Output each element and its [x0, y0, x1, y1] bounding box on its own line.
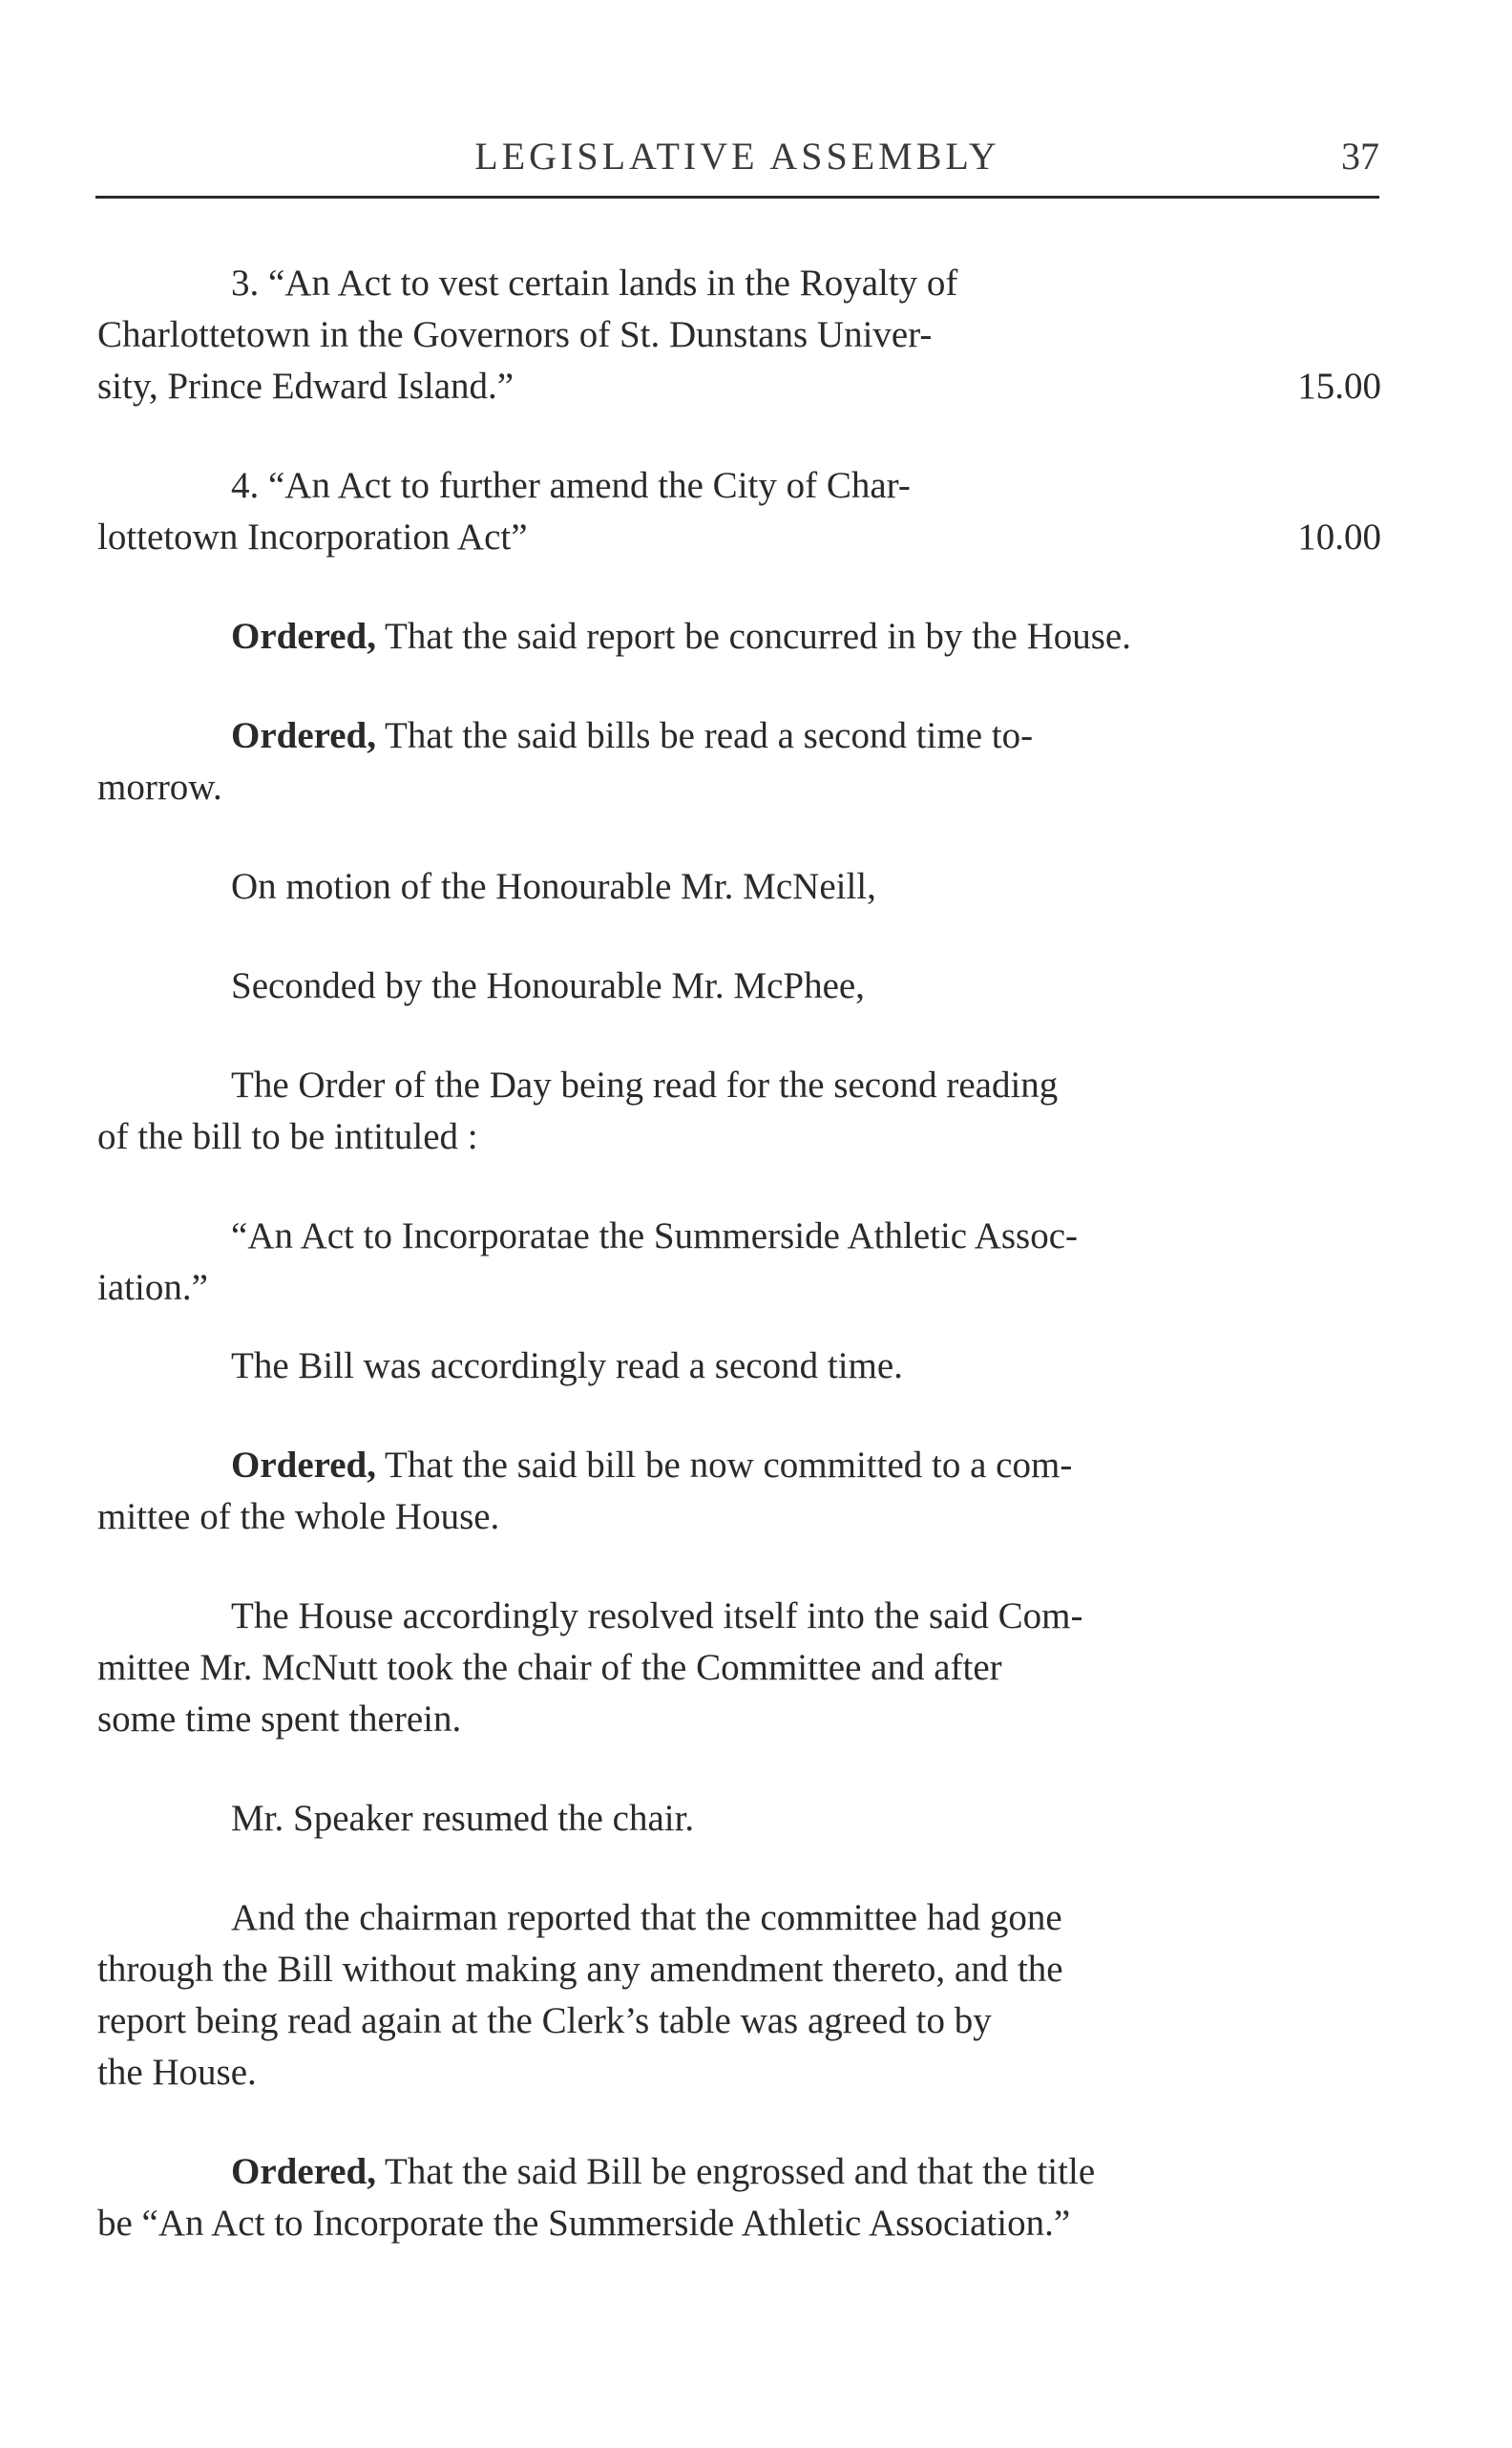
bill-item-3-line-1: 3. “An Act to vest certain lands in the Royalty of — [231, 263, 958, 304]
ordered-engrossed-text: That the said Bill be engrossed and that the title — [376, 2151, 1096, 2192]
ordered-bills-text: That the said bills be read a second time to- — [376, 715, 1034, 756]
chairman-line-2: through the Bill without making any amendment thereto, and the — [97, 1949, 1063, 1990]
ordered-label: Ordered, — [231, 1445, 377, 1486]
ordered-committed-line-1 — [97, 1440, 1381, 1491]
seconded-paragraph: Seconded by the Honourable Mr. McPhee, — [231, 965, 865, 1006]
bill-item-3 — [97, 258, 1381, 412]
page-number: 37 — [1341, 135, 1379, 178]
ordered-bills-line-1 — [97, 710, 1381, 762]
order-of-day-paragraph — [97, 1060, 1381, 1163]
act-title-line-1: “An Act to Incorporatae the Summerside Athletic Assoc- — [231, 1215, 1079, 1256]
chairman-paragraph — [97, 1892, 1381, 2099]
chairman-line-4: the House. — [97, 2052, 257, 2093]
ordered-committed-paragraph — [97, 1440, 1381, 1543]
bill-item-3-amount: 15.00 — [1297, 366, 1381, 407]
bill-item-4-amount: 10.00 — [1297, 517, 1381, 558]
header-rule — [95, 196, 1379, 199]
chairman-line-1: And the chairman reported that the committee had gone — [231, 1897, 1062, 1938]
ordered-committed-line-2: mittee of the whole House. — [97, 1496, 500, 1537]
running-head: LEGISLATIVE ASSEMBLY — [474, 135, 1000, 178]
ordered-engrossed-paragraph — [97, 2146, 1381, 2249]
act-title-line-2: iation.” — [97, 1267, 208, 1308]
ordered-label: Ordered, — [231, 2151, 377, 2192]
motion-paragraph: On motion of the Honourable Mr. McNeill, — [231, 866, 876, 907]
house-resolved-line-3: some time spent therein. — [97, 1699, 462, 1740]
ordered-bills-line-2: morrow. — [97, 767, 222, 808]
bill-item-3-line-3: sity, Prince Edward Island.” — [97, 366, 514, 407]
bill-item-4 — [97, 460, 1381, 563]
document-body — [97, 258, 1381, 2297]
read-second-time-paragraph: The Bill was accordingly read a second time. — [231, 1345, 903, 1386]
chairman-line-3: report being read again at the Clerk’s table was agreed to by — [97, 2000, 992, 2041]
ordered-report-paragraph — [97, 611, 1381, 663]
house-resolved-paragraph — [97, 1591, 1381, 1745]
house-resolved-line-2: mittee Mr. McNutt took the chair of the Committee and after — [97, 1647, 1002, 1688]
page-header — [95, 126, 1379, 183]
order-of-day-line-1: The Order of the Day being read for the second reading — [231, 1065, 1059, 1106]
ordered-label: Ordered, — [231, 715, 377, 756]
ordered-engrossed-line-2: be “An Act to Incorporate the Summerside Athletic Association.” — [97, 2203, 1071, 2244]
ordered-committed-text: That the said bill be now committed to a com- — [376, 1445, 1073, 1486]
bill-item-4-row — [97, 512, 1381, 563]
order-of-day-line-2: of the bill to be intituled : — [97, 1116, 478, 1157]
bill-item-4-line-1: 4. “An Act to further amend the City of Char- — [231, 465, 911, 506]
bill-item-3-line-2: Charlottetown in the Governors of St. Dunstans Univer- — [97, 314, 933, 355]
act-title-paragraph — [97, 1211, 1381, 1314]
ordered-report-text: That the said report be concurred in by the House. — [376, 616, 1131, 657]
ordered-bills-paragraph — [97, 710, 1381, 813]
ordered-engrossed-line-1 — [97, 2146, 1381, 2198]
bill-item-4-line-2: lottetown Incorporation Act” — [97, 517, 528, 558]
bill-item-3-row — [97, 361, 1381, 412]
ordered-label: Ordered, — [231, 616, 377, 657]
house-resolved-line-1: The House accordingly resolved itself into the said Com- — [231, 1595, 1083, 1636]
speaker-paragraph: Mr. Speaker resumed the chair. — [231, 1798, 695, 1839]
